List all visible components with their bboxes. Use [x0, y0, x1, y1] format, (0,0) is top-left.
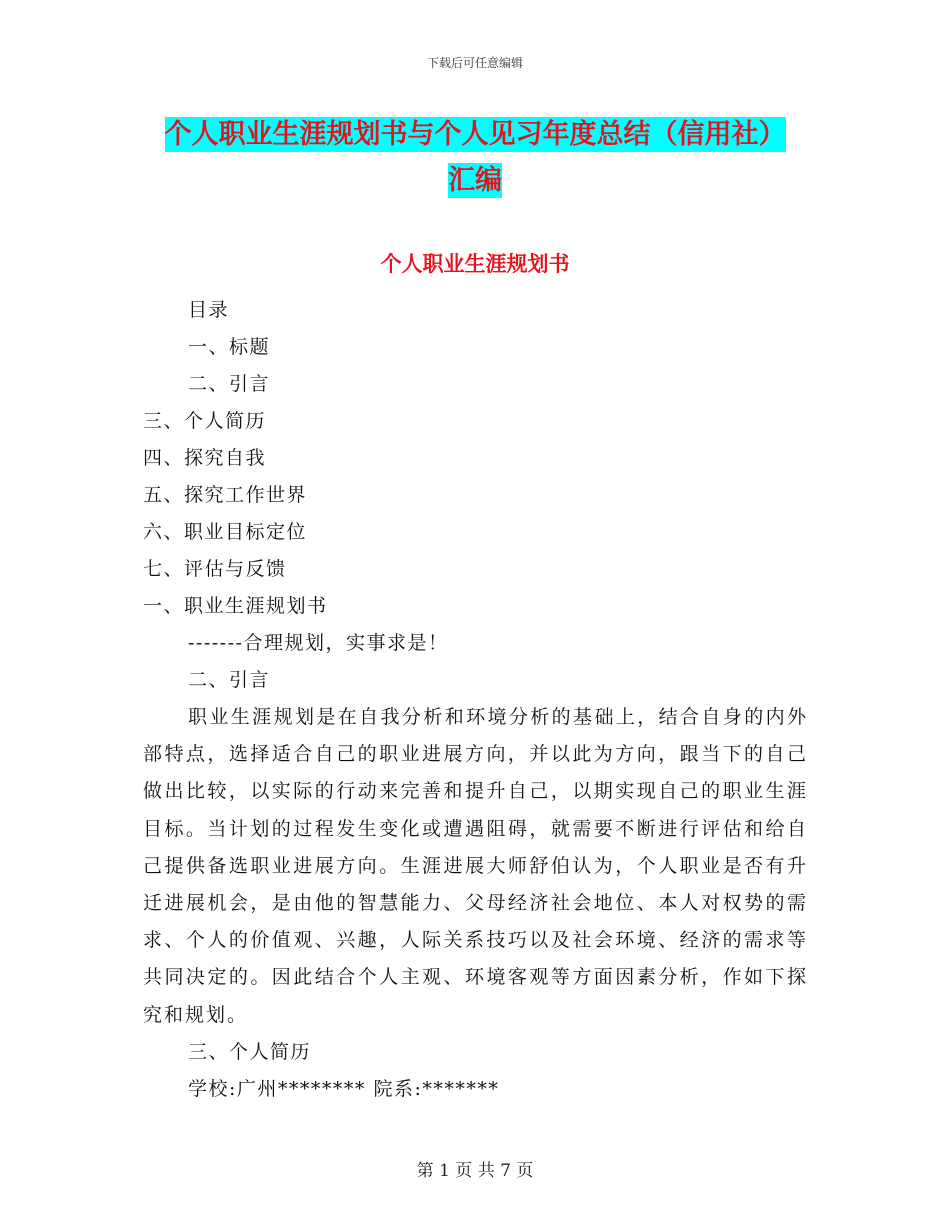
slogan: -------合理规划，实事求是！ — [188, 632, 449, 654]
document-title-line1 — [0, 112, 950, 151]
toc-item: 六、职业目标定位 — [143, 521, 308, 543]
document-body — [143, 292, 808, 1108]
body-heading: 三、个人简历 — [188, 1040, 312, 1063]
toc-item: 一、标题 — [188, 336, 271, 358]
body-heading: 二、引言 — [188, 669, 271, 691]
title-highlight-2: 汇编 — [448, 165, 502, 196]
page-footer: 第 1 页 共 7 页 — [416, 1161, 534, 1181]
document-title-line2 — [0, 158, 950, 197]
toc-item: 四、探究自我 — [143, 447, 267, 469]
section-title: 个人职业生涯规划书 — [380, 252, 570, 276]
toc-heading: 目录 — [188, 299, 230, 321]
intro-paragraph: 职业生涯规划是在自我分析和环境分析的基础上，结合自身的内外部特点，选择适合自己的职业进展方向，并以此为方向，跟当下的自己做出比较，以实际的行动来完善和提升自己，以期实现自己的职业生涯目标。当计划的过程发生变化或遭遇阻碍，就需要不断进行评估和给自己提供备选职业进展方向。生涯进展大师舒伯认为，个人职业是否有升迁进展机会，是由他的智慧能力、父母经济社会地位、本人对权势的需求、个人的价值观、兴趣，人际关系技巧以及社会环境、经济的需求等共同决定的。因此结合个人主观、环境客观等方面因素分析，作如下探究和规划。 — [143, 706, 808, 1026]
body-heading: 一、职业生涯规划书 — [143, 595, 328, 617]
toc-item: 二、引言 — [188, 373, 271, 395]
toc-item: 五、探究工作世界 — [143, 484, 308, 506]
title-highlight-1: 个人职业生涯规划书与个人见习年度总结（信用社） — [164, 119, 786, 150]
toc-item: 三、个人简历 — [143, 410, 267, 432]
toc-item: 七、评估与反馈 — [143, 558, 287, 580]
school-line: 学校:广州******** 院系:******* — [188, 1077, 500, 1100]
header-note: 下载后可任意编辑 — [426, 56, 523, 70]
